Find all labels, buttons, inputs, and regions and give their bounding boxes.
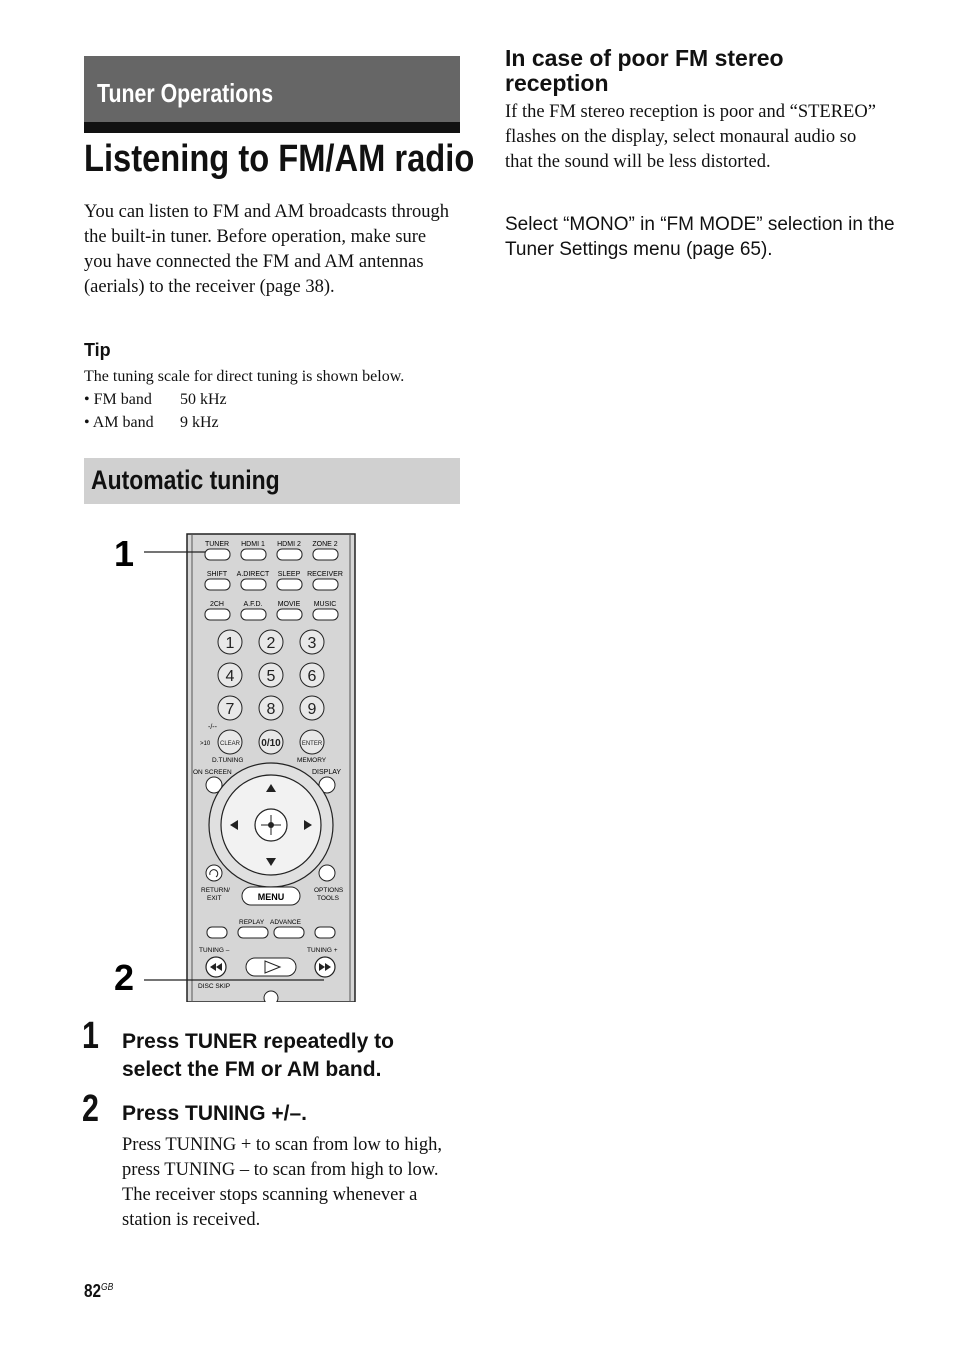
dtuning-label: D.TUNING [212, 757, 244, 764]
btn-label-hdmi1: HDMI 1 [241, 541, 265, 548]
subsection-title: Automatic tuning [91, 465, 280, 495]
zero-label: 0/10 [261, 738, 281, 749]
page-number-value: 82 [84, 1281, 102, 1301]
menu-label: MENU [257, 892, 285, 902]
page-title: Listening to FM/AM radio [84, 138, 475, 180]
replay-label: REPLAY [239, 919, 265, 926]
return-button [206, 865, 222, 881]
enter-label: ENTER [301, 741, 323, 747]
clear-label: CLEAR [219, 741, 241, 747]
options-label-1: OPTIONS [314, 887, 344, 894]
zone2-button [313, 549, 338, 560]
shift-button [205, 579, 230, 590]
step-number: 2 [82, 1088, 99, 1130]
step-title: Press TUNING +/–. [122, 1102, 307, 1125]
advance-label: ADVANCE [270, 919, 301, 926]
digit-label: 7 [225, 701, 235, 718]
tip-row-fm [84, 388, 464, 411]
replay-button [238, 927, 268, 938]
digit-label: 3 [307, 635, 317, 652]
digit-label: 2 [266, 635, 276, 652]
display-label: DISPLAY [312, 769, 342, 776]
digit-label: 4 [225, 668, 235, 685]
tip-row-label: • AM band [84, 414, 154, 431]
btn-label-music: MUSIC [313, 601, 337, 608]
advance-button [274, 927, 304, 938]
poor-fm-body: If the FM stereo reception is poor and “STEREO” flashes on the display, select monaural audio so that the sound will be less distorted. [505, 102, 876, 172]
hdmi2-button [277, 549, 302, 560]
options-button [319, 865, 335, 881]
tuner-button [205, 549, 230, 560]
music-button [313, 609, 338, 620]
tip-row-am [84, 411, 464, 434]
2ch-button [205, 609, 230, 620]
step-body-text: Press TUNING + to scan from low to high, press TUNING – to scan from high to low. [122, 1135, 442, 1180]
movie-button [277, 609, 302, 620]
section-header [84, 56, 460, 122]
remote-illustration [112, 530, 362, 1002]
options-label-2: TOOLS [317, 895, 339, 902]
intro-paragraph: You can listen to FM and AM broadcasts through the built-in tuner. Before operation, make sure you have connected the FM and AM antennas (aerials) to the receiver (page 38). [84, 202, 450, 297]
gt10-label: >10 [200, 741, 211, 747]
tip-block [84, 365, 464, 434]
step-title: Press TUNER repeatedly to select the FM or AM band. [122, 1030, 394, 1081]
disc-skip-label: DISC SKIP [198, 983, 231, 990]
callout-1: 1 [114, 533, 135, 574]
step-body-text: The receiver stops scanning whenever a station is received. [122, 1185, 418, 1230]
next-button [315, 927, 335, 938]
return-label-2: EXIT [207, 895, 222, 902]
section-title: Tuner Operations [97, 78, 274, 108]
return-label-1: RETURN/ [201, 887, 230, 894]
page-number-suffix: GB [101, 1282, 114, 1293]
prev-button [207, 927, 227, 938]
tuning-plus-label: TUNING + [307, 947, 338, 954]
btn-label-movie: MOVIE [277, 601, 301, 608]
tip-row-value: 9 kHz [180, 414, 219, 431]
digit-label: 6 [307, 668, 317, 685]
btn-label-tuner: TUNER [204, 541, 230, 548]
poor-fm-instruction: Select “MONO” in “FM MODE” selection in the Tuner Settings menu (page 65). [505, 214, 895, 260]
remote-svg [112, 530, 362, 1002]
poor-fm-heading: In case of poor FM stereo reception [505, 45, 784, 96]
btn-label-shift: SHIFT [206, 571, 228, 578]
btn-label-adirect: A.DIRECT [236, 571, 270, 578]
step-number: 1 [82, 1015, 99, 1057]
digit-label: 8 [266, 701, 276, 718]
tip-row-value: 50 kHz [180, 391, 227, 408]
receiver-button [313, 579, 338, 590]
onscreen-label: ON SCREEN [193, 769, 232, 776]
section-rule [84, 122, 460, 133]
page-number [84, 1281, 113, 1302]
btn-label-zone2: ZONE 2 [312, 541, 338, 548]
stop-button [264, 991, 278, 1002]
tip-row-label: • FM band [84, 391, 152, 408]
step-body [122, 1133, 462, 1233]
dash-label: -/-- [208, 724, 217, 731]
tip-text: The tuning scale for direct tuning is shown below. [84, 368, 405, 385]
digit-label: 9 [307, 701, 317, 718]
btn-label-2ch: 2CH [209, 601, 225, 608]
callout-2: 2 [114, 957, 135, 998]
play-button [246, 958, 296, 976]
afd-button [241, 609, 266, 620]
subsection-header [84, 458, 460, 504]
digit-label: 5 [266, 668, 276, 685]
btn-label-hdmi2: HDMI 2 [277, 541, 301, 548]
digit-label: 1 [225, 635, 235, 652]
adirect-button [241, 579, 266, 590]
sleep-button [277, 579, 302, 590]
hdmi1-button [241, 549, 266, 560]
btn-label-receiver: RECEIVER [307, 571, 343, 578]
tuning-minus-label: TUNING – [199, 947, 230, 954]
btn-label-afd: A.F.D. [243, 601, 263, 608]
btn-label-sleep: SLEEP [277, 571, 301, 578]
memory-label: MEMORY [297, 757, 327, 764]
tip-heading: Tip [84, 340, 111, 360]
